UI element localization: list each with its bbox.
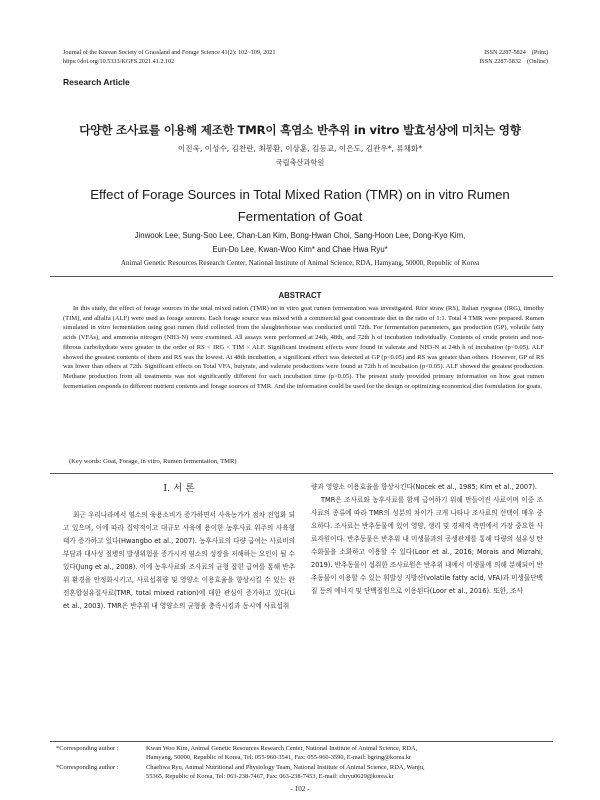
issn-print: ISSN 2287-5824 <box>484 49 526 56</box>
intro-paragraph-2: TMR은 조사료와 농후사료를 함께 급여하기 위해 만들어진 사료이며 이중 조사료의 종류에 따라 TMR의 성분의 차이가 크게 나타나 조사료의 선택이 매우 중요하다. 조사료는 반추동물에 있어 영양, 생리 및 경제적 측면에서 가장 중요한 사료자원이다. 반추동물은 반추위 내 미생물과의 공생관계를 통해 다량의 섬유성 탄수화물을 소화하고 이용할 수 있다(Loor et al., 2016; Morais and Mizrahi, 2019). 반추동물이 섭취한 조사료원은 반추위 내에서 미생물에 의해 분해되어 반추동물이 이용할 수 있는 휘발성 지방산(volatile fatty acid, VFA)과 미생물단백질 등의 에너지 및 단백질원으로 이용된다(Loor et al., 2016). 또한, 조사 <box>311 496 543 595</box>
journal-citation: Journal of the Korean Society of Grassland and Forage Science 41(2): 102~109, 2021 <box>63 49 276 56</box>
footnote-divider <box>50 741 553 742</box>
footnote-corresponding-2 <box>56 763 556 781</box>
title-english-line1: Effect of Forage Sources in Total Mixed Ration (TMR) on in vitro Rumen <box>90 187 510 202</box>
abstract-heading: ABSTRACT <box>278 291 322 300</box>
page-number: - 102 - <box>290 785 310 793</box>
authors-korean: 이진욱, 이성수, 김찬란, 최봉환, 이상훈, 김동교, 이은도, 김관우*, 류채화* <box>177 144 423 153</box>
title-korean: 다양한 조사료를 이용해 제조한 TMR이 흑염소 반추위 in vitro 발효성상에 미치는 영향 <box>79 123 521 137</box>
footnote-label: *Corresponding author : <box>56 745 119 752</box>
footnote-corresponding-1 <box>56 744 556 762</box>
issn-block <box>479 48 548 66</box>
footnote-text: Kwan Woo Kim, Animal Genetic Resources Research Center, National Institute of Animal Science, RDA, <box>146 745 418 752</box>
intro-paragraph-1-cont: 량과 영양소 이용효율을 향상시킨다(Nocek et al., 1985; Kim et al., 2007). <box>311 483 537 491</box>
footnote-text-cont: Hamyang, 50000, Republic of Korea, Tel: 055-960-3541, Fax: 055-960-3590, E-mail: bgring@korea.kr <box>146 754 412 761</box>
authors-english-line1: Jinwook Lee, Sung-Soo Lee, Chan-Lan Kim, Bong-Hwan Choi, Sang-Hoon Lee, Dong-Kyo Kim, <box>134 231 466 240</box>
divider-abstract <box>50 473 553 474</box>
title-english-line2: Fermentation of Goat <box>237 209 363 224</box>
issn-online-label: (Online) <box>527 58 548 65</box>
intro-paragraph-1: 최근 우리나라에서 염소의 육용소비가 증가하면서 사육농가가 점차 전업화 되고 있으며, 이에 따라 집약적이고 대규모 사육에 용이한 농후사료 위주의 사육형태가 증가하고 있다(Hwangbo et al., 2007). 농후사료의 다량 급여는 사료비의 부담과 대사성 질병의 발생위험을 증가시켜 염소의 성장을 저해하는 요인이 될 수 있다(Jung et al., 2008). 이에 농후사료와 조사료의 균형 잡힌 급여를 통해 반추위 환경을 안정화시키고, 사료섭취량 및 영양소 이용효율을 향상시킬 수 있는 완전혼합섬유질사료(TMR, total mixed ration)에 대한 관심이 증가하고 있다(Li et al., 2003). TMR은 반추위 내 영양소의 균형을 충족시킴과 동시에 사료섭취 <box>63 511 295 610</box>
body-column-left <box>63 482 295 613</box>
article-type: Research Article <box>63 77 130 87</box>
issn-online: ISSN 2287-5832 <box>479 58 522 65</box>
keywords: (Key words: Goat, Forage, in vitro, Rumen fermentation, TMR) <box>69 458 237 465</box>
affiliation-korean: 국립축산과학원 <box>275 158 325 167</box>
issn-print-label: (Print) <box>531 49 548 56</box>
title-english <box>0 184 600 228</box>
body-column-right <box>311 481 543 598</box>
footnote-text-cont: 55365, Republic of Korea, Tel: 063-238-7467, Fax: 063-238-7453, E-mail: chryu0629@korea.kr <box>146 773 394 780</box>
authors-english <box>0 229 600 257</box>
footnote-label: *Corresponding author : <box>56 764 119 771</box>
footnote-text: Chaehwa Ryu, Animal Nutritional and Physiology Team, National Institute of Animal Science, RDA, Wanju, <box>146 764 425 771</box>
authors-english-line2: Eun-Do Lee, Kwan-Woo Kim* and Chae Hwa Ryu* <box>212 245 388 254</box>
divider-top <box>50 276 553 277</box>
affiliation-english: Animal Genetic Resources Research Center, National Institute of Animal Science, RDA, Hamyang, 50000, Republic of Korea <box>120 259 480 267</box>
doi-link[interactable]: https://doi.org/10.5333/KGFS.2021.41.2.102 <box>63 58 175 65</box>
abstract-body: In this study, the effect of forage sources in the total mixed ration (TMR) on in vitro goat rumen fermentation was investigated. Rice straw (RS), Italian ryegrass (IRG), timothy (TIM), and alfalfa (ALF) were used as forage sources. Each forage source was mixed with a commercial goat concentrate diet in the ratio of 1:1. Total 4 TMR were prepared. Rumen simulated in vitro fermentation using goat rumen fluid collected from the slaughterhouse was conducted until 72th. For fermentation parameters, gas production (GP), volatile fatty acids (VFAs), and ammonia nitrogen (NH3-N) were examined. All assays were performed at 24th, 48th, and 72th h of incubation individually. Contents of crude protein and non-fibrous carbohydrate were greater in the order of RS < IRG < TIM < ALF. Significant treatment effects were found in valerate and NH3-N at 24th h of incubation (p<0.05). ALF showed the greatest contents of them and RS was the lowest. At 48th incubation, a significant effect was detected at GP (p<0.05) and RS was greater than others. However, GP of RS was lower than others at 72th. Significant effects on Total VFA, butyrate, and valerate productions were found at 72th h of incubation (p<0.05). ALF showed the greatest production. Methane production from all treatments was not significantly different for each incubation time (p>0.05). The present study provided primary information on how goat rumen fermentation responds to different nutrient contents and forage sources of TMR. And the information could be used for the design or optimizing economical diet formulation for goats. <box>63 305 544 390</box>
section-heading-introduction: I. 서 론 <box>163 483 195 494</box>
journal-header <box>63 48 275 66</box>
